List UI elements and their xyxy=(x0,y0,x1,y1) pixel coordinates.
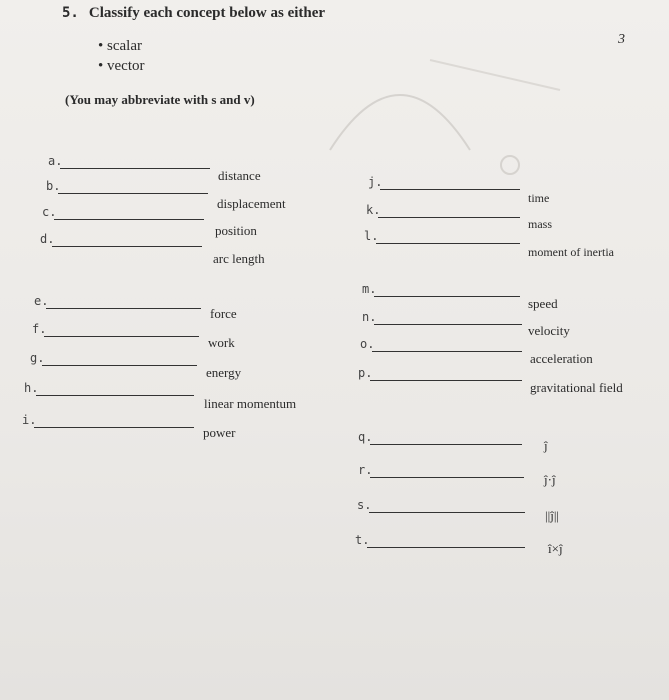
right-item-letter: o. xyxy=(360,337,375,351)
right-answer-blank[interactable] xyxy=(376,243,520,244)
right-item-letter: p. xyxy=(358,366,373,380)
left-answer-blank[interactable] xyxy=(52,246,202,247)
abbreviation-note: (You may abbreviate with s and v) xyxy=(65,92,255,107)
right-item-term: î×ĵ xyxy=(548,541,563,556)
right-answer-blank[interactable] xyxy=(370,444,522,445)
right-item-term: ĵ xyxy=(544,438,548,453)
right-answer-blank[interactable] xyxy=(374,324,522,325)
right-answer-blank[interactable] xyxy=(374,296,520,297)
right-item-term: gravitational field xyxy=(530,380,623,395)
left-item-letter: e. xyxy=(34,294,49,308)
left-answer-blank[interactable] xyxy=(44,336,199,337)
left-item-term: power xyxy=(203,425,236,440)
right-answer-blank[interactable] xyxy=(367,547,525,548)
right-item-letter: n. xyxy=(362,310,377,324)
left-answer-blank[interactable] xyxy=(34,427,194,428)
left-item-term: distance xyxy=(218,168,261,183)
left-item-term: position xyxy=(215,223,257,238)
right-item-term: speed xyxy=(528,296,558,311)
right-answer-blank[interactable] xyxy=(370,380,522,381)
left-answer-blank[interactable] xyxy=(58,193,208,194)
left-answer-blank[interactable] xyxy=(36,395,194,396)
left-answer-blank[interactable] xyxy=(54,219,204,220)
right-item-term: ||ĵ|| xyxy=(545,508,560,523)
right-item-letter: k. xyxy=(366,203,381,217)
left-answer-blank[interactable] xyxy=(42,365,197,366)
right-item-letter: q. xyxy=(358,430,373,444)
question-header xyxy=(62,4,325,22)
right-answer-blank[interactable] xyxy=(378,217,520,218)
left-item-letter: h. xyxy=(24,381,39,395)
left-item-letter: i. xyxy=(22,413,37,427)
right-item-letter: j. xyxy=(368,175,383,189)
left-item-term: energy xyxy=(206,365,242,380)
right-answer-blank[interactable] xyxy=(380,189,520,190)
right-item-letter: r. xyxy=(358,463,373,477)
right-item-letter: s. xyxy=(357,498,372,512)
right-item-term: ĵ·ĵ xyxy=(544,472,556,487)
right-item-letter: t. xyxy=(355,533,370,547)
right-item-term: mass xyxy=(528,217,552,231)
right-item-letter: l. xyxy=(364,229,379,243)
right-item-term: moment of inertia xyxy=(528,245,614,259)
page-number: 3 xyxy=(618,32,625,47)
left-answer-blank[interactable] xyxy=(60,168,210,169)
left-item-term: force xyxy=(210,306,237,321)
question-number: 5. xyxy=(62,5,79,21)
question-prompt: Classify each concept below as either xyxy=(88,5,326,21)
left-item-term: linear momentum xyxy=(204,396,297,411)
right-item-term: velocity xyxy=(528,323,570,338)
right-answer-blank[interactable] xyxy=(370,477,524,478)
right-item-letter: m. xyxy=(362,282,377,296)
left-item-letter: d. xyxy=(40,232,55,246)
left-item-letter: f. xyxy=(32,322,47,336)
left-item-letter: g. xyxy=(30,351,45,365)
right-answer-blank[interactable] xyxy=(369,512,525,513)
left-item-term: displacement xyxy=(217,196,286,211)
option-vector: • vector xyxy=(98,58,145,74)
right-item-term: time xyxy=(528,191,550,205)
right-answer-blank[interactable] xyxy=(372,351,522,352)
left-item-term: work xyxy=(208,335,235,350)
option-scalar: • scalar xyxy=(98,38,142,54)
left-answer-blank[interactable] xyxy=(46,308,201,309)
left-item-letter: c. xyxy=(42,205,57,219)
left-item-term: arc length xyxy=(213,251,265,266)
left-item-letter: b. xyxy=(46,179,61,193)
left-item-letter: a. xyxy=(48,154,63,168)
right-item-term: acceleration xyxy=(530,351,593,366)
